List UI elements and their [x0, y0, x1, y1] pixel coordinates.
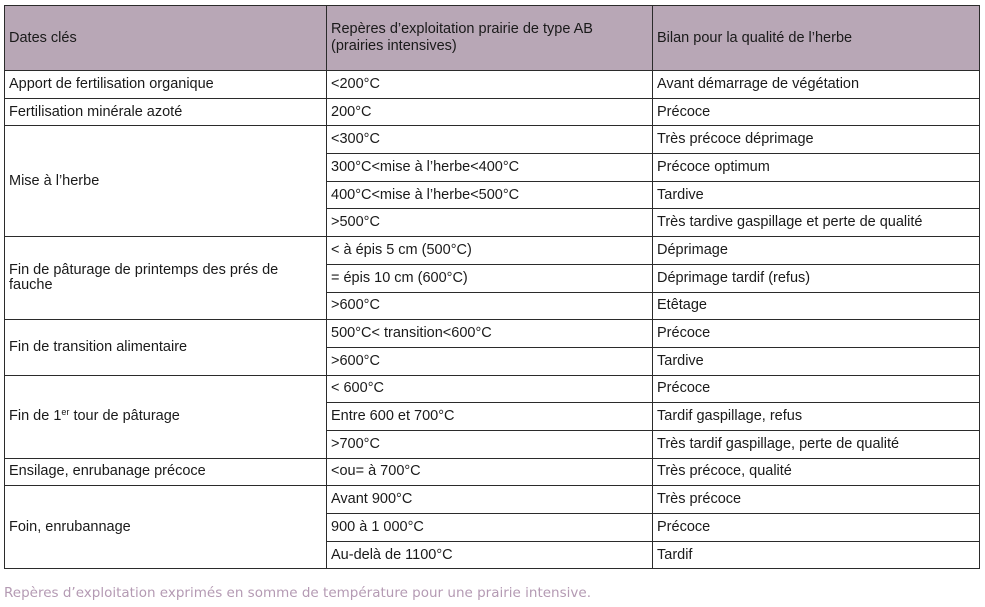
- bilan-cell: Très précoce déprimage: [653, 126, 980, 154]
- date-cell: Foin, enrubannage: [5, 486, 327, 569]
- date-cell: Mise à l’herbe: [5, 126, 327, 237]
- repere-cell: <300°C: [327, 126, 653, 154]
- bilan-cell: Précoce optimum: [653, 154, 980, 182]
- repere-cell: 500°C< transition<600°C: [327, 320, 653, 348]
- bilan-cell: Très tardif gaspillage, perte de qualité: [653, 430, 980, 458]
- bilan-cell: Tardive: [653, 347, 980, 375]
- date-cell: Apport de fertilisation organique: [5, 71, 327, 99]
- date-superscript: er: [61, 407, 70, 418]
- bilan-cell: Précoce: [653, 320, 980, 348]
- repere-cell: Au-delà de 1100°C: [327, 541, 653, 569]
- repere-cell: >600°C: [327, 347, 653, 375]
- date-cell: Fin de pâturage de printemps des prés de fauche: [5, 237, 327, 320]
- repere-cell: 300°C<mise à l’herbe<400°C: [327, 154, 653, 182]
- table-row: [5, 375, 980, 403]
- repere-cell: 200°C: [327, 98, 653, 126]
- bilan-cell: Avant démarrage de végétation: [653, 71, 980, 99]
- repere-cell: 900 à 1 000°C: [327, 514, 653, 542]
- repere-cell: <ou= à 700°C: [327, 458, 653, 486]
- date-cell: [5, 375, 327, 458]
- repere-cell: Avant 900°C: [327, 486, 653, 514]
- table-row: [5, 98, 980, 126]
- bilan-cell: Tardif: [653, 541, 980, 569]
- table-row: [5, 237, 980, 265]
- date-cell: Fertilisation minérale azoté: [5, 98, 327, 126]
- repere-cell: >500°C: [327, 209, 653, 237]
- header-dates-cles: Dates clés: [5, 6, 327, 71]
- exploitation-table: [4, 5, 980, 569]
- repere-cell: < 600°C: [327, 375, 653, 403]
- date-cell: Ensilage, enrubanage précoce: [5, 458, 327, 486]
- header-reperes-line2: (prairies intensives): [331, 38, 457, 54]
- date-cell: Fin de transition alimentaire: [5, 320, 327, 375]
- repere-cell: >600°C: [327, 292, 653, 320]
- document-sheet: [4, 5, 979, 569]
- date-suffix: tour de pâturage: [69, 408, 180, 425]
- bilan-cell: Très précoce: [653, 486, 980, 514]
- table-row: [5, 486, 980, 514]
- repere-cell: Entre 600 et 700°C: [327, 403, 653, 431]
- table-body: [5, 71, 980, 569]
- header-reperes-line1: Repères d’exploitation prairie de type AB: [331, 21, 593, 37]
- repere-cell: 400°C<mise à l’herbe<500°C: [327, 181, 653, 209]
- bilan-cell: Déprimage: [653, 237, 980, 265]
- bilan-cell: Etêtage: [653, 292, 980, 320]
- bilan-cell: Tardive: [653, 181, 980, 209]
- bilan-cell: Très précoce, qualité: [653, 458, 980, 486]
- bilan-cell: Précoce: [653, 514, 980, 542]
- header-reperes: [327, 6, 653, 71]
- table-caption: Repères d’exploitation exprimés en somme de température pour une prairie intensive.: [4, 585, 591, 601]
- header-row: [5, 6, 980, 71]
- table-row: [5, 320, 980, 348]
- bilan-cell: Tardif gaspillage, refus: [653, 403, 980, 431]
- table-row: [5, 126, 980, 154]
- repere-cell: < à épis 5 cm (500°C): [327, 237, 653, 265]
- repere-cell: <200°C: [327, 71, 653, 99]
- date-prefix: Fin de 1: [9, 408, 62, 425]
- bilan-cell: Déprimage tardif (refus): [653, 264, 980, 292]
- bilan-cell: Précoce: [653, 98, 980, 126]
- table-row: [5, 71, 980, 99]
- header-bilan: Bilan pour la qualité de l’herbe: [653, 6, 980, 71]
- table-header: [5, 6, 980, 71]
- repere-cell: >700°C: [327, 430, 653, 458]
- table-row: [5, 458, 980, 486]
- bilan-cell: Précoce: [653, 375, 980, 403]
- repere-cell: = épis 10 cm (600°C): [327, 264, 653, 292]
- bilan-cell: Très tardive gaspillage et perte de qualité: [653, 209, 980, 237]
